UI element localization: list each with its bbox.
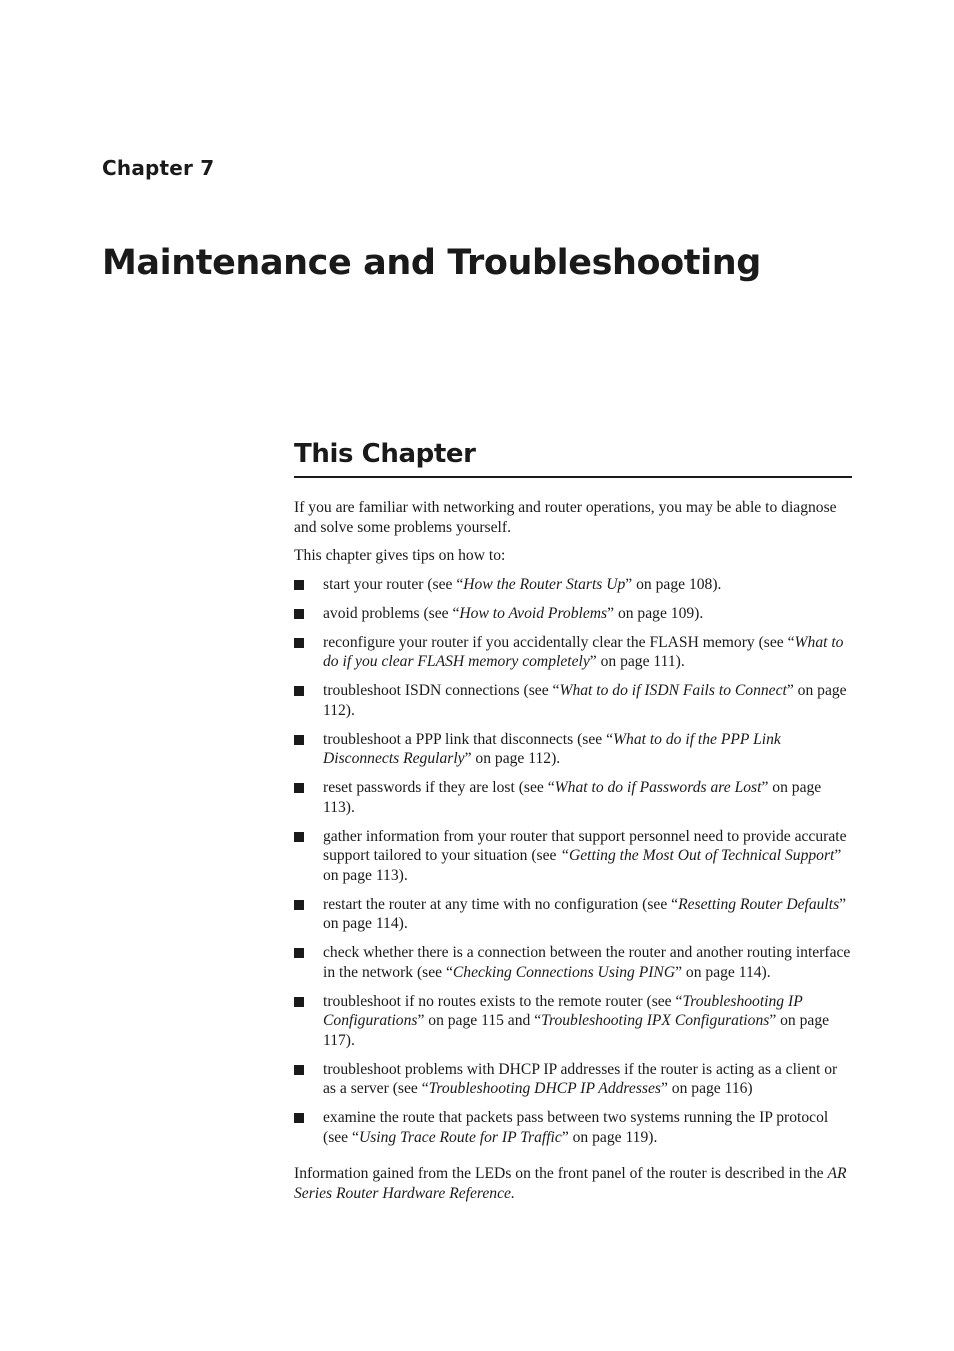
square-bullet-icon [294, 580, 304, 590]
list-item: troubleshoot problems with DHCP IP addresses if the router is acting as a client or as a server (see “Troubleshooting DHCP IP Addresses” on page 116) [294, 1060, 852, 1099]
cross-reference-link[interactable]: Troubleshooting IP Configurations [323, 992, 803, 1029]
chapter-title: Maintenance and Troubleshooting [102, 243, 761, 283]
list-item: avoid problems (see “How to Avoid Problems” on page 109). [294, 604, 852, 624]
list-item: restart the router at any time with no configuration (see “Resetting Router Defaults” on page 114). [294, 895, 852, 934]
list-item: check whether there is a connection between the router and another routing interface in the network (see “Checking Connections Using PING” on page 114). [294, 943, 852, 982]
list-item: troubleshoot a PPP link that disconnects (see “What to do if the PPP Link Disconnects Regularly” on page 112). [294, 730, 852, 769]
square-bullet-icon [294, 783, 304, 793]
list-item: troubleshoot if no routes exists to the remote router (see “Troubleshooting IP Configurations” on page 115 and “Troubleshooting IPX Configurations” on page 117). [294, 992, 852, 1051]
list-item: gather information from your router that support personnel need to provide accurate support tailored to your situation (see “Getting the Most Out of Technical Support” on page 113). [294, 827, 852, 886]
section-body [294, 498, 852, 1203]
square-bullet-icon [294, 997, 304, 1007]
list-item: start your router (see “How the Router Starts Up” on page 108). [294, 575, 852, 595]
list-item: reconfigure your router if you accidentally clear the FLASH memory (see “What to do if you clear FLASH memory completely” on page 111). [294, 633, 852, 672]
square-bullet-icon [294, 832, 304, 842]
cross-reference-link[interactable]: “Getting the Most Out of Technical Support [560, 847, 835, 864]
cross-reference-link[interactable]: How to Avoid Problems [459, 604, 608, 622]
list-item: reset passwords if they are lost (see “What to do if Passwords are Lost” on page 113). [294, 778, 852, 817]
cross-reference-link[interactable]: Resetting Router Defaults [678, 895, 840, 913]
square-bullet-icon [294, 1065, 304, 1075]
cross-reference-link[interactable]: Troubleshooting DHCP IP Addresses [428, 1080, 661, 1097]
square-bullet-icon [294, 638, 304, 648]
closing-paragraph: Information gained from the LEDs on the front panel of the router is described in the AR Series Router Hardware Reference. [294, 1165, 847, 1202]
cross-reference-link[interactable]: What to do if you clear FLASH memory completely [323, 633, 844, 670]
intro-lead-in: This chapter gives tips on how to: [294, 547, 506, 564]
square-bullet-icon [294, 948, 304, 958]
list-item: examine the route that packets pass between two systems running the IP protocol (see “Using Trace Route for IP Traffic” on page 119). [294, 1108, 852, 1147]
intro-paragraph: If you are familiar with networking and router operations, you may be able to diagnose and solve some problems yourself. [294, 499, 837, 536]
square-bullet-icon [294, 735, 304, 745]
cross-reference-link[interactable]: What to do if Passwords are Lost [554, 779, 762, 796]
chapter-label: Chapter 7 [102, 156, 215, 180]
square-bullet-icon [294, 686, 304, 696]
cross-reference-link[interactable]: What to do if the PPP Link Disconnects Regularly [323, 730, 781, 767]
hardware-reference-title: AR Series Router Hardware Reference. [294, 1165, 847, 1202]
tips-list [294, 575, 852, 1148]
square-bullet-icon [294, 609, 304, 619]
list-item: troubleshoot ISDN connections (see “What to do if ISDN Fails to Connect” on page 112). [294, 681, 852, 720]
cross-reference-link[interactable]: Checking Connections Using PING [452, 963, 676, 981]
this-chapter-section [294, 436, 852, 1203]
section-heading: This Chapter [294, 436, 852, 478]
cross-reference-link[interactable]: How the Router Starts Up [463, 575, 626, 593]
square-bullet-icon [294, 900, 304, 910]
cross-reference-link[interactable]: Using Trace Route for IP Traffic [358, 1128, 562, 1146]
cross-reference-link[interactable]: What to do if ISDN Fails to Connect [559, 682, 787, 699]
square-bullet-icon [294, 1113, 304, 1123]
cross-reference-link[interactable]: Troubleshooting IPX Configurations [541, 1012, 770, 1029]
